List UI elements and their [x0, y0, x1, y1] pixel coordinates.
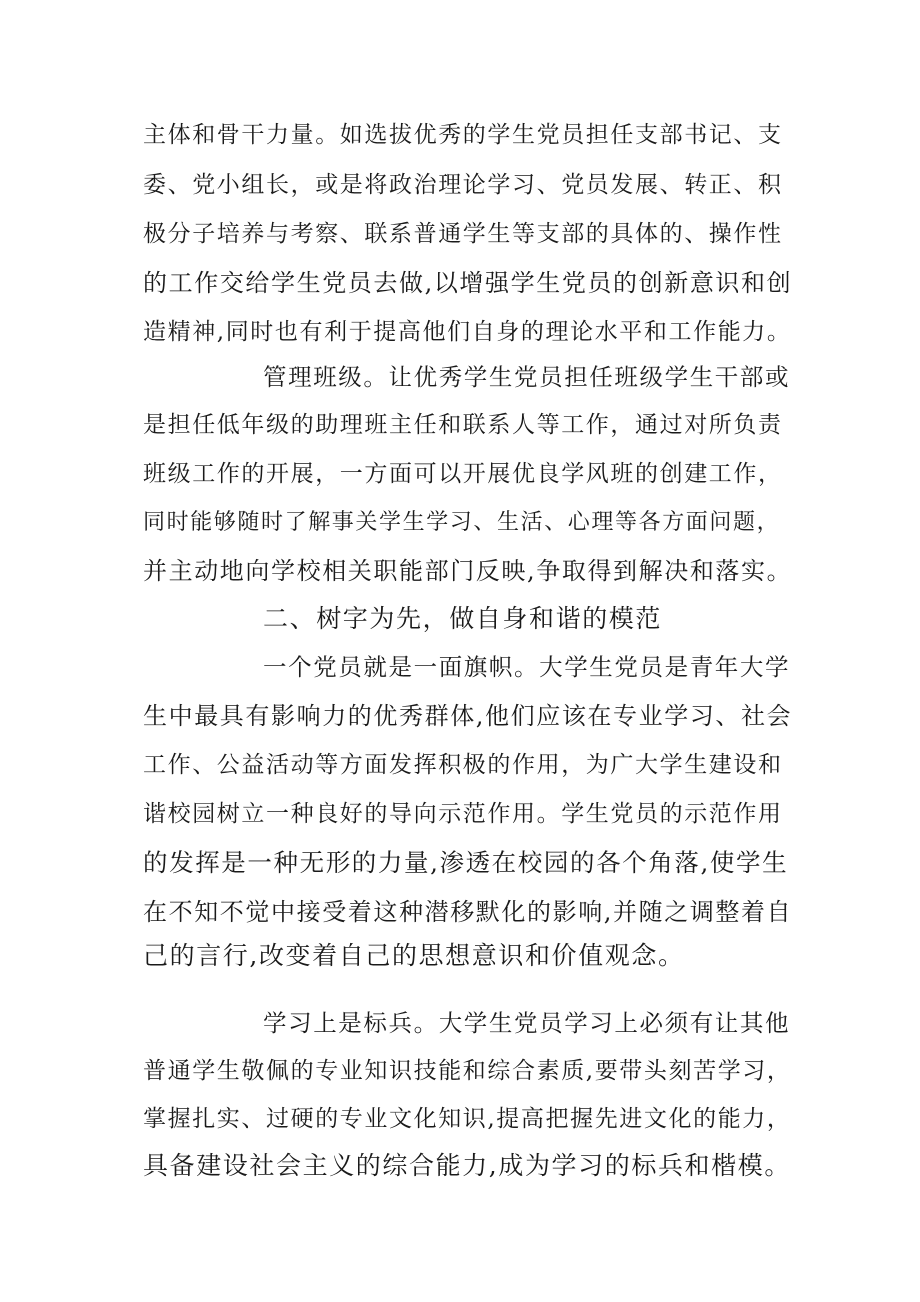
paragraph-line: 己的言行,改变着自己的思想意识和价值观念。 [143, 941, 685, 970]
paragraph-line: 掌握扎实、过硬的专业文化知识,提高把握先进文化的能力， [143, 1106, 792, 1132]
paragraph-line: 的工作交给学生党员去做,以增强学生党员的创新意识和创 [143, 269, 793, 297]
paragraph-line: 谐校园树立一种良好的导向示范作用。学生党员的示范作用 [143, 801, 783, 827]
paragraph-first-line: 管理班级。让优秀学生党员担任班级学生干部或 [263, 363, 791, 391]
paragraph-line: 同时能够随时了解事关学生学习、生活、心理等各方面问题， [143, 510, 781, 535]
paragraph-line: 是担任低年级的助理班主任和联系人等工作，通过对所负责 [143, 412, 783, 438]
paragraph-line: 极分子培养与考察、联系普通学生等支部的具体的、操作性 [143, 221, 783, 247]
paragraph-line: 的发挥是一种无形的力量,渗透在校园的各个角落,使学生 [143, 848, 789, 877]
paragraph-line: 具备建设社会主义的综合能力,成为学习的标兵和楷模。 [143, 1151, 791, 1180]
paragraph-line: 主体和骨干力量。如选拔优秀的学生党员担任支部书记、支 [143, 122, 783, 148]
paragraph-line: 普通学生敬佩的专业知识技能和综合素质,要带头刻苦学习， [143, 1058, 792, 1084]
paragraph-line: 工作、公益活动等方面发挥积极的作用，为广大学生建设和 [143, 752, 783, 778]
paragraph-line: 委、党小组长，或是将政治理论学习、党员发展、转正、积 [143, 172, 783, 198]
paragraph-line: 在不知不觉中接受着这种潜移默化的影响,并随之调整着自 [143, 898, 793, 926]
paragraph-line: 班级工作的开展，一方面可以开展优良学风班的创建工作， [143, 461, 783, 487]
paragraph-line: 造精神,同时也有利于提高他们自身的理论水平和工作能力。 [143, 319, 792, 345]
paragraph-line: 并主动地向学校相关职能部门反映,争取得到解决和落实。 [143, 557, 793, 585]
section-heading: 二、树字为先，做自身和谐的模范 [263, 604, 663, 633]
paragraph-first-line: 学习上是标兵。大学生党员学习上必须有让其他 [263, 1009, 791, 1037]
paragraph-line: 生中最具有影响力的优秀群体,他们应该在专业学习、社会 [143, 702, 793, 730]
paragraph-first-line: 一个党员就是一面旗帜。大学生党员是青年大学 [263, 653, 791, 681]
